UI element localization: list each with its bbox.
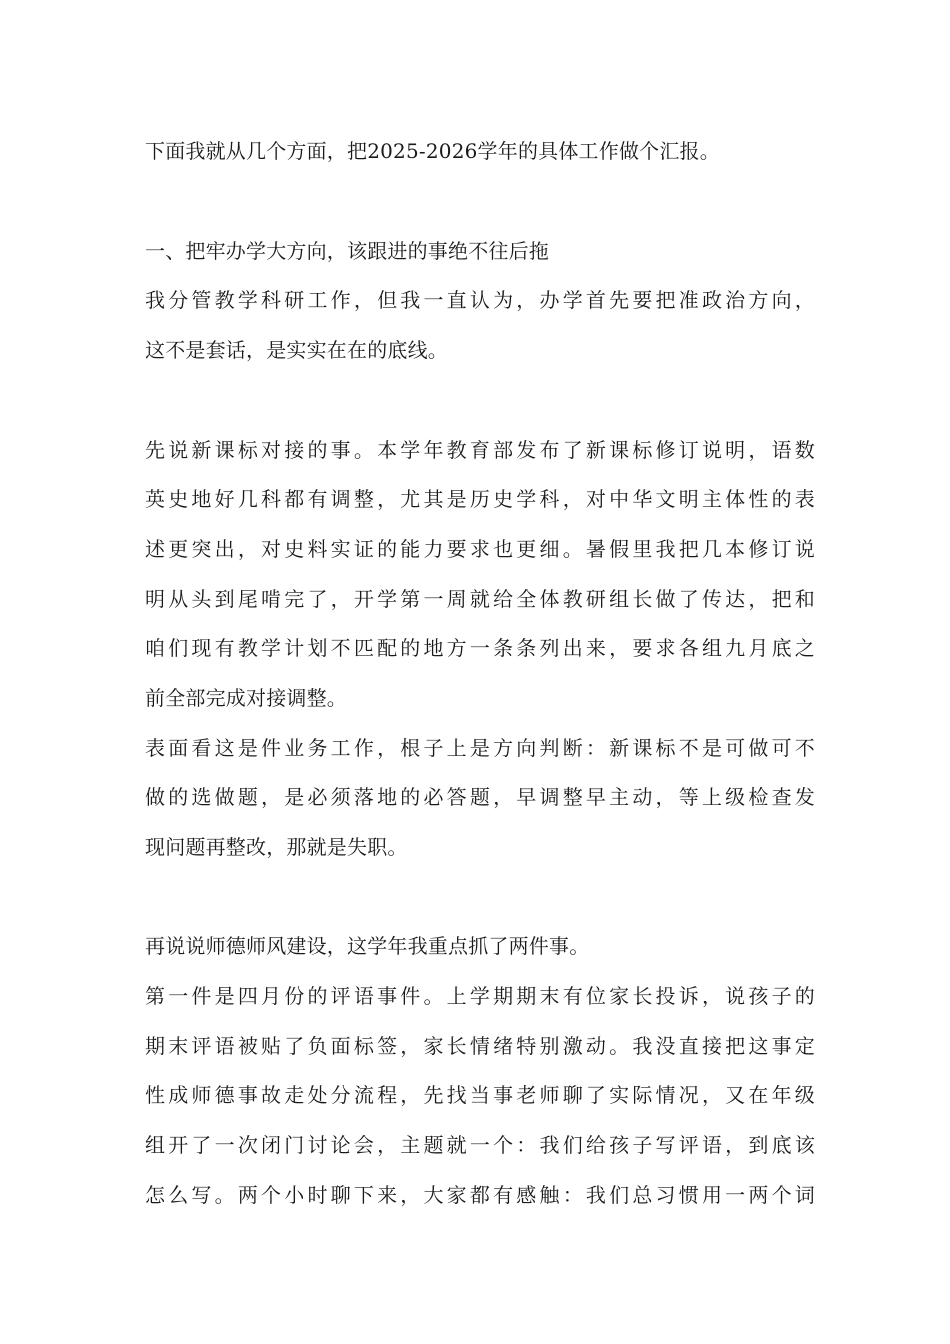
paragraph-line: 述更突出，对史料实证的能力要求也更细。暑假里我把几本修订说 xyxy=(145,537,815,561)
paragraph-line: 表面看这是件业务工作，根子上是方向判断：新课标不是可做可不 xyxy=(145,736,815,760)
paragraph-line: 第一件是四月份的评语事件。上学期期末有位家长投诉，说孩子的 xyxy=(145,984,815,1008)
paragraph-line: 前全部完成对接调整。 xyxy=(145,686,347,710)
paragraph-line: 先说新课标对接的事。本学年教育部发布了新课标修订说明，语数 xyxy=(145,438,815,462)
section-heading: 一、把牢办学大方向，该跟进的事绝不往后拖 xyxy=(145,239,549,263)
intro-line: 下面我就从几个方面，把2025-2026学年的具体工作做个汇报。 xyxy=(145,139,720,163)
paragraph-line: 怎么写。两个小时聊下来，大家都有感触：我们总习惯用一两个词 xyxy=(145,1183,815,1207)
paragraph-line: 期末评语被贴了负面标签，家长情绪特别激动。我没直接把这事定 xyxy=(145,1034,815,1058)
paragraph-line: 明从头到尾啃完了，开学第一周就给全体教研组长做了传达，把和 xyxy=(145,587,815,611)
paragraph-line: 英史地好几科都有调整，尤其是历史学科，对中华文明主体性的表 xyxy=(145,487,815,511)
paragraph-line: 咱们现有教学计划不匹配的地方一条条列出来，要求各组九月底之 xyxy=(145,636,815,660)
paragraph-line: 性成师德事故走处分流程，先找当事老师聊了实际情况，又在年级 xyxy=(145,1083,815,1107)
paragraph-line: 做的选做题，是必须落地的必答题，早调整早主动，等上级检查发 xyxy=(145,785,815,809)
paragraph-line: 我分管教学科研工作，但我一直认为，办学首先要把准政治方向， xyxy=(145,288,815,312)
paragraph-line: 这不是套话，是实实在在的底线。 xyxy=(145,338,448,362)
paragraph-line: 组开了一次闭门讨论会，主题就一个：我们给孩子写评语，到底该 xyxy=(145,1133,815,1157)
paragraph-line: 再说说师德师风建设，这学年我重点抓了两件事。 xyxy=(145,934,590,958)
paragraph-line: 现问题再整改，那就是失职。 xyxy=(145,835,408,859)
